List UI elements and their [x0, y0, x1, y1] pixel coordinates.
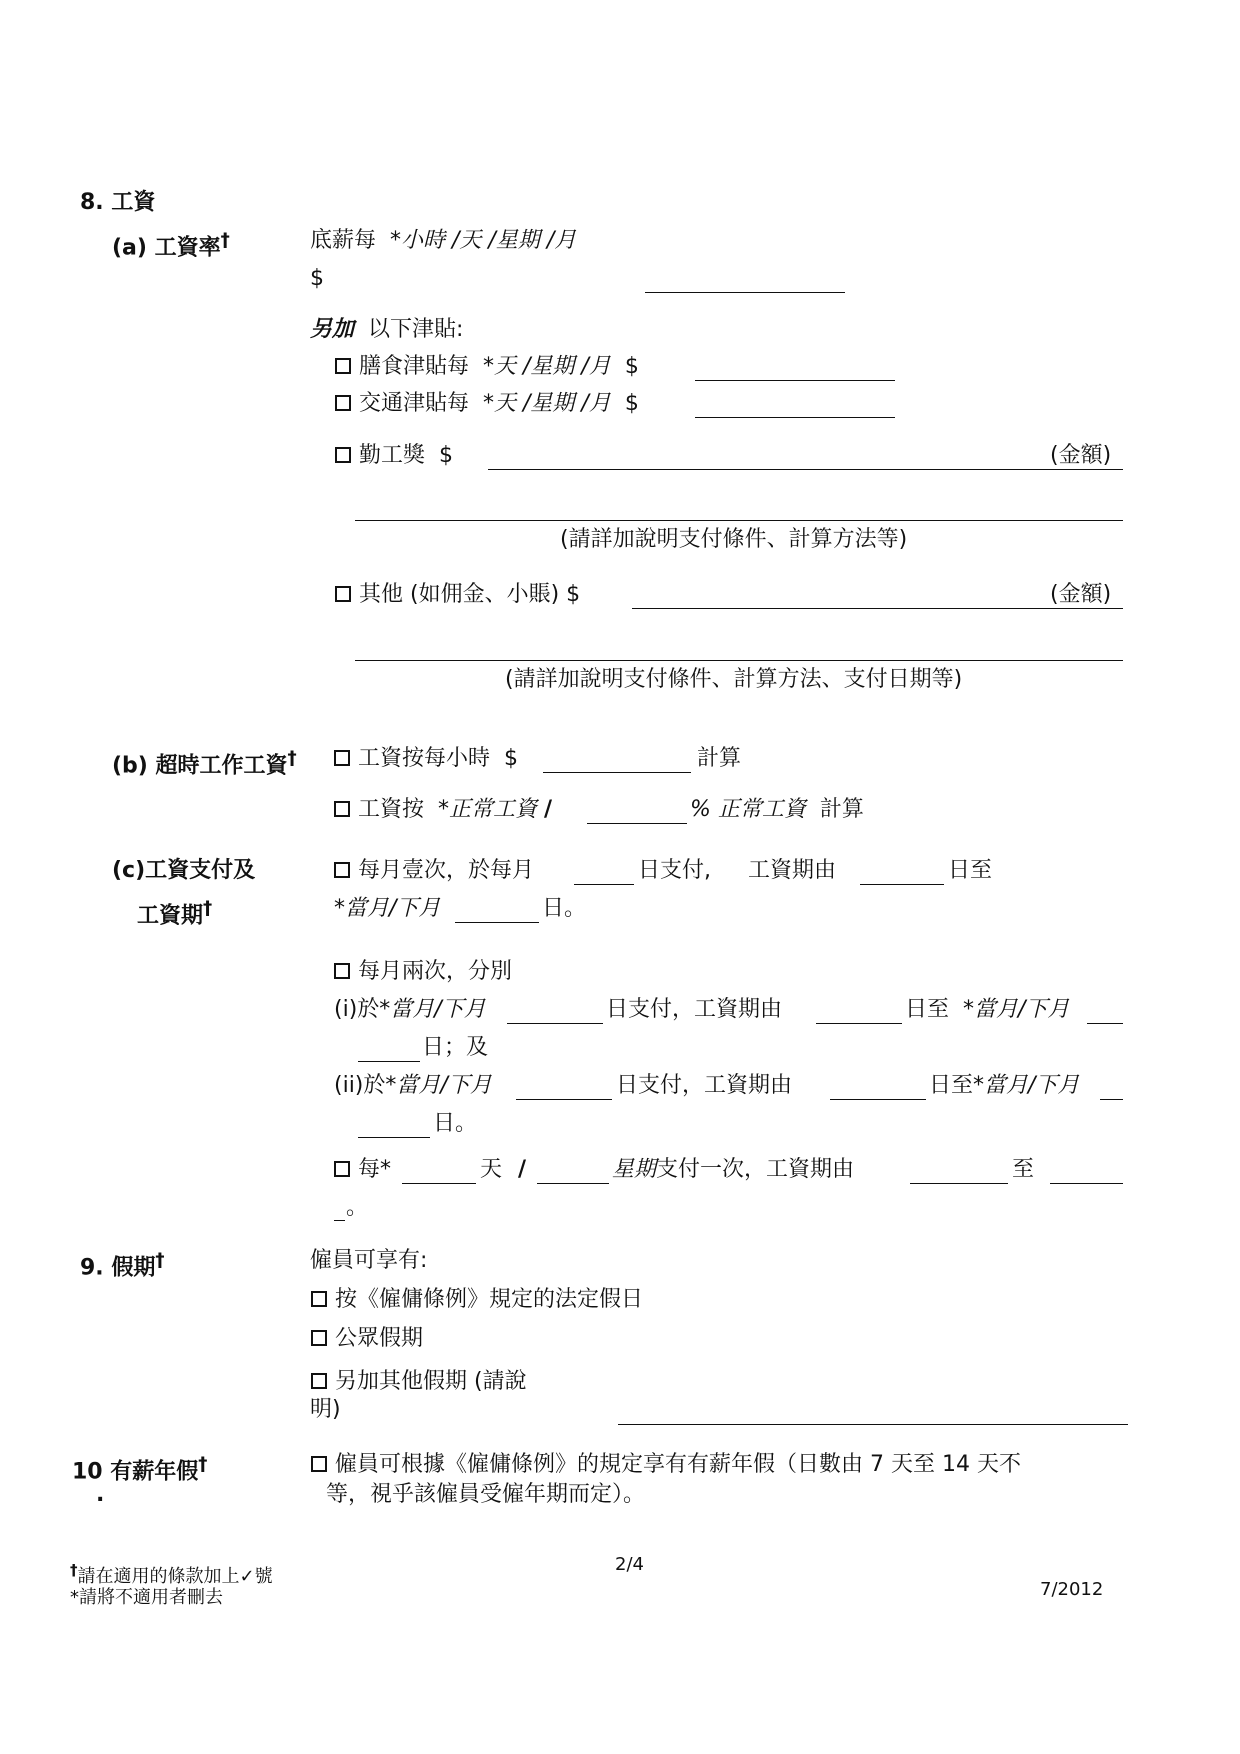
footer-note-2: *請將不適用者刪去: [70, 1587, 223, 1608]
annual-leave-option[interactable]: [311, 1450, 1021, 1480]
day-pay-label: 日支付,: [638, 858, 711, 883]
public-holiday-label: 公眾假期: [335, 1326, 424, 1351]
wage-payment-label-2-text: 工資期: [137, 903, 204, 929]
other-holiday-option[interactable]: [311, 1367, 527, 1397]
statutory-holiday-label: 按《僱傭條例》規定的法定假日: [335, 1287, 644, 1312]
monthly-once-to-blank[interactable]: [455, 922, 539, 923]
this-next-month: *當月/下月: [334, 896, 441, 921]
percent-normal-wage: % 正常工資: [690, 797, 806, 822]
base-salary-units: *小時 /天 /星期 /月: [390, 228, 577, 253]
day-pay-period-label: 日支付，工資期由: [616, 1073, 793, 1098]
amount-label: (金額): [1050, 443, 1112, 468]
dagger-mark: †: [287, 748, 297, 769]
dollar-sign: $: [566, 582, 581, 607]
meal-allowance-option[interactable]: [335, 352, 639, 382]
other-note: (請詳加說明支付條件、計算方法、支付日期等): [505, 667, 963, 692]
other-holiday-label: 另加其他假期 (請說: [335, 1369, 527, 1394]
every-label: 每*: [358, 1157, 392, 1182]
slash: /: [544, 797, 553, 822]
this-next-month: *當月/下月: [379, 997, 486, 1022]
checkbox-icon[interactable]: [334, 963, 350, 979]
checkbox-icon[interactable]: [311, 1330, 327, 1346]
plus-label: 另加: [310, 317, 355, 342]
overtime-percent-prefix: 工資按: [358, 797, 425, 822]
this-next-month: *當月/下月: [963, 997, 1070, 1022]
section-9-heading: [80, 1246, 165, 1283]
section-9-heading-text: 9. 假期: [80, 1255, 156, 1281]
monthly-once-from-blank[interactable]: [860, 884, 944, 885]
transport-allowance-blank[interactable]: [695, 417, 895, 418]
page-number: 2/4: [615, 1554, 644, 1575]
checkbox-icon[interactable]: [335, 358, 351, 374]
attendance-bonus-option[interactable]: [335, 441, 453, 471]
second-payment-day-blank[interactable]: [516, 1099, 612, 1100]
calc-label: 計算: [819, 797, 864, 822]
wage-rate-label: [112, 226, 230, 263]
wage-rate-label-text: (a) 工資率: [112, 235, 221, 261]
day-to-label: 日至: [948, 858, 993, 883]
section-10-heading-text: 10 有薪年假: [72, 1459, 199, 1485]
first-payment-prefix: [334, 995, 486, 1025]
checkbox-icon[interactable]: [335, 395, 351, 411]
checkbox-icon[interactable]: [311, 1456, 327, 1472]
other-details-blank[interactable]: [355, 660, 1123, 661]
normal-wage-label: *正常工資: [438, 797, 538, 822]
base-salary-prefix: 底薪每: [310, 228, 377, 253]
overtime-hourly-blank[interactable]: [543, 772, 691, 773]
checkbox-icon[interactable]: [334, 1161, 350, 1177]
dagger-mark: †: [155, 1250, 165, 1271]
day-end-label: 日。: [433, 1111, 478, 1136]
base-salary-dollar: $: [310, 266, 324, 291]
other-allowance-label: 其他 (如佣金、小賬): [359, 582, 560, 607]
day-and-label: 日；及: [422, 1035, 489, 1060]
first-period-from-blank[interactable]: [816, 1023, 902, 1024]
meal-allowance-label: 膳食津貼每: [359, 354, 470, 379]
other-allowance-option[interactable]: [335, 580, 580, 610]
amount-label: (金額): [1050, 582, 1112, 607]
overtime-hourly-option[interactable]: [334, 744, 518, 774]
overtime-percent-suffix: [690, 795, 864, 825]
day-to-label: 日至: [905, 997, 950, 1022]
other-holiday-label-2: 明): [310, 1397, 341, 1422]
wage-payment-label-1: (c)工資支付及: [112, 858, 256, 883]
first-period-to-blank-b[interactable]: [358, 1061, 420, 1062]
statutory-holiday-option[interactable]: [311, 1285, 643, 1315]
attendance-note: (請詳加說明支付條件、計算方法等): [560, 527, 908, 552]
calc-label: 計算: [697, 746, 742, 771]
first-payment-label: (i)於: [334, 997, 380, 1022]
other-holiday-blank[interactable]: [618, 1424, 1128, 1425]
overtime-percent-option[interactable]: [334, 795, 552, 825]
checkbox-icon[interactable]: [311, 1373, 327, 1389]
attendance-bonus-label: 勤工獎: [359, 443, 426, 468]
pay-once-label: 支付一次，工資期由: [656, 1157, 855, 1182]
every-week-blank[interactable]: [537, 1183, 609, 1184]
dagger-mark: †: [203, 898, 213, 919]
monthly-once-day-blank[interactable]: [574, 884, 634, 885]
holiday-intro: 僱員可享有:: [310, 1248, 428, 1273]
dagger-mark: †: [70, 1561, 78, 1579]
day-to-label: 日至: [929, 1073, 974, 1098]
dollar-sign: $: [624, 391, 639, 416]
checkbox-icon[interactable]: [334, 801, 350, 817]
dollar-sign: $: [624, 354, 639, 379]
this-next-month: *當月/下月: [973, 1073, 1080, 1098]
annual-leave-text-2: 等，視乎該僱員受僱年期而定）。: [326, 1482, 646, 1507]
allowance-intro: [310, 315, 463, 345]
plus-rest: 以下津貼:: [368, 317, 464, 342]
slash: /: [518, 1157, 527, 1182]
section-8-heading: 8. 工資: [80, 190, 156, 215]
every-day-blank[interactable]: [402, 1183, 476, 1184]
period-from-label: 工資期由: [748, 858, 837, 883]
first-period-to-blank-a[interactable]: [1087, 1023, 1123, 1024]
monthly-twice-option[interactable]: [334, 957, 512, 987]
overtime-label-text: (b) 超時工作工資: [112, 753, 288, 779]
transport-allowance-label: 交通津貼每: [359, 391, 470, 416]
checkbox-icon[interactable]: [311, 1291, 327, 1307]
meal-allowance-units: *天 /星期 /月: [483, 354, 611, 379]
footer-note-1: [70, 1558, 273, 1589]
meal-allowance-blank[interactable]: [695, 380, 895, 381]
dollar-sign: $: [439, 443, 454, 468]
checkbox-icon[interactable]: [334, 862, 350, 878]
monthly-once-option[interactable]: [334, 856, 534, 886]
second-period-to-blank-b[interactable]: [358, 1137, 430, 1138]
dagger-mark: †: [198, 1454, 208, 1475]
transport-allowance-option[interactable]: [335, 389, 639, 419]
public-holiday-option[interactable]: [311, 1324, 423, 1354]
wage-payment-label-2: [137, 894, 212, 931]
attendance-bonus-blank[interactable]: [488, 469, 1123, 470]
every-period-from-blank[interactable]: [910, 1183, 1008, 1184]
second-period-from-blank[interactable]: [830, 1099, 926, 1100]
end-mark: 。: [346, 1195, 369, 1220]
day-label: 天: [480, 1157, 503, 1182]
this-next-month: *當月/下月: [385, 1073, 492, 1098]
checkbox-icon[interactable]: [334, 750, 350, 766]
checkbox-icon[interactable]: [335, 447, 351, 463]
first-payment-day-blank[interactable]: [507, 1023, 603, 1024]
week-pay-label: [612, 1155, 854, 1185]
weekly-daily-option[interactable]: [334, 1155, 391, 1185]
every-period-to-blank-a[interactable]: [1050, 1183, 1123, 1184]
second-payment-label: (ii)於: [334, 1073, 386, 1098]
attendance-details-blank[interactable]: [355, 520, 1123, 521]
base-salary-blank[interactable]: [645, 292, 845, 293]
checkbox-icon[interactable]: [335, 586, 351, 602]
to-label: 至: [1012, 1157, 1035, 1182]
base-salary-line: [310, 226, 576, 256]
second-payment-prefix: [334, 1071, 492, 1101]
dollar-sign: $: [504, 746, 519, 771]
version-date: 7/2012: [1040, 1579, 1104, 1600]
overtime-percent-blank[interactable]: [587, 823, 687, 824]
day-pay-period-label: 日支付，工資期由: [606, 997, 783, 1022]
day-end-label: 日。: [542, 896, 587, 921]
every-period-to-blank-b[interactable]: [334, 1220, 345, 1221]
overtime-hourly-label: 工資按每小時: [358, 746, 491, 771]
footer-note-1-text: 請在適用的條款加上✓號: [77, 1566, 273, 1587]
overtime-label: [112, 744, 297, 781]
week-label: 星期: [612, 1157, 657, 1182]
section-10-dot: .: [96, 1482, 105, 1507]
section-10-heading: [72, 1450, 207, 1487]
annual-leave-text-1: 僱員可根據《僱傭條例》的規定享有有薪年假（日數由 7 天至 14 天不: [335, 1452, 1021, 1477]
dagger-mark: †: [220, 230, 230, 251]
second-period-to-blank-a[interactable]: [1100, 1099, 1123, 1100]
transport-allowance-units: *天 /星期 /月: [483, 391, 611, 416]
monthly-once-label: 每月壹次，於每月: [358, 858, 535, 883]
monthly-twice-label: 每月兩次，分別: [358, 959, 513, 984]
